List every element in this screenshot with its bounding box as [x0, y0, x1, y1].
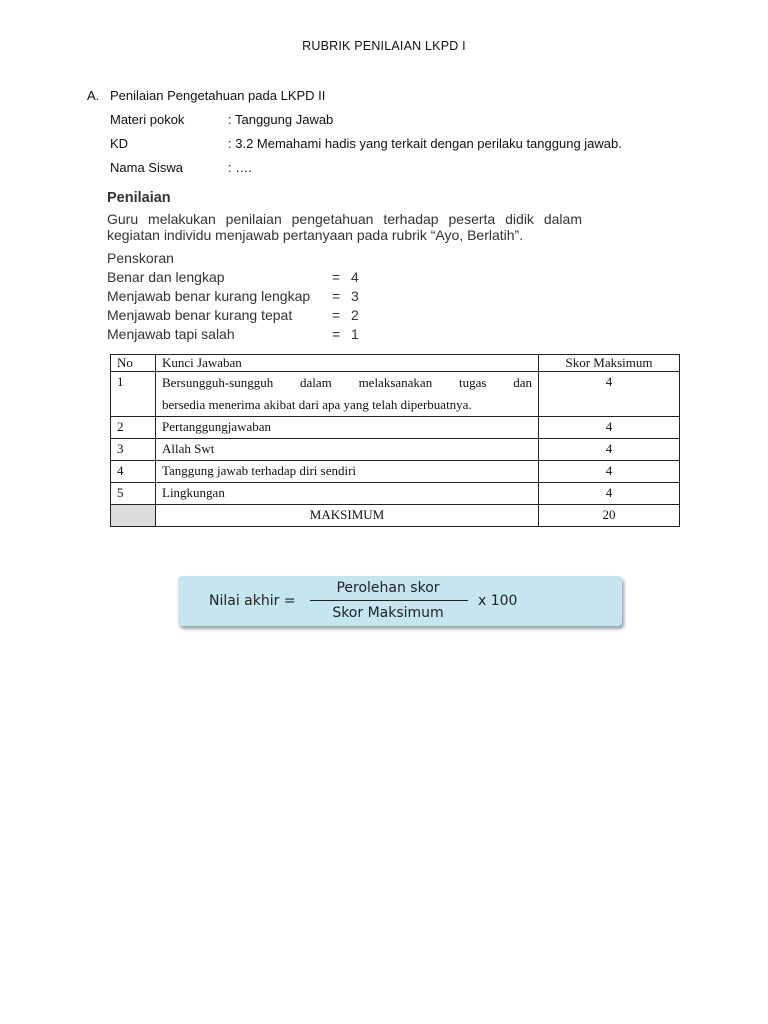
header-skor-maksimum: Skor Maksimum [539, 355, 680, 372]
meta-label: Nama Siswa [110, 160, 183, 175]
penskoran-heading: Penskoran [107, 250, 174, 266]
table-header-row [111, 355, 680, 372]
cell-kunci: Lingkungan [156, 483, 539, 505]
score-equals: = [332, 269, 341, 285]
table-total-row [111, 505, 680, 527]
cell-skor: 4 [539, 439, 680, 461]
score-equals: = [332, 288, 341, 304]
score-equals: = [332, 326, 341, 342]
formula-multiplier: x 100 [478, 593, 518, 609]
table-row [111, 439, 680, 461]
cell-skor: 4 [539, 417, 680, 439]
header-kunci-jawaban: Kunci Jawaban [156, 355, 539, 372]
score-criterion: Menjawab benar kurang lengkap [107, 288, 311, 304]
meta-row-materi [110, 112, 710, 127]
formula-lhs: Nilai akhir = [209, 593, 296, 609]
penilaian-description [107, 211, 582, 243]
section-heading: Penilaian Pengetahuan pada LKPD II [110, 88, 326, 103]
cell-kunci: Allah Swt [156, 439, 539, 461]
cell-kunci-line: bersedia menerima akibat dari apa yang telah diperbuatnya. [162, 397, 472, 412]
penilaian-line: kegiatan individu menjawab pertanyaan pada rubrik “Ayo, Berlatih”. [107, 227, 524, 243]
cell-kunci-line: Bersungguh-sungguh dalam melaksanakan tugas dan [162, 375, 532, 390]
cell-kunci: Pertanggungjawaban [156, 417, 539, 439]
score-points: 3 [351, 288, 359, 304]
header-no: No [111, 355, 156, 372]
rubric-table [110, 354, 680, 527]
meta-value: : …. [228, 160, 252, 175]
cell-skor: 4 [539, 372, 680, 417]
table-row [111, 372, 680, 417]
cell-no: 5 [111, 483, 156, 505]
formula-denominator: Skor Maksimum [332, 605, 444, 621]
penilaian-line: Guru melakukan penilaian pengetahuan terhadap peserta didik dalam [107, 211, 582, 227]
table-row [111, 417, 680, 439]
cell-total-blank [111, 505, 156, 527]
meta-row-nama [110, 160, 710, 175]
table-row [111, 461, 680, 483]
score-criterion: Menjawab tapi salah [107, 326, 235, 342]
document-title: RUBRIK PENILAIAN LKPD I [302, 39, 466, 53]
meta-label: KD [110, 136, 129, 151]
cell-no: 1 [111, 372, 156, 417]
cell-no: 2 [111, 417, 156, 439]
cell-skor: 4 [539, 461, 680, 483]
cell-total-value: 20 [539, 505, 680, 527]
penilaian-title: Penilaian [107, 190, 171, 206]
cell-no: 4 [111, 461, 156, 483]
cell-no: 3 [111, 439, 156, 461]
table-row [111, 483, 680, 505]
meta-row-kd [110, 136, 710, 151]
score-points: 1 [351, 326, 359, 342]
meta-label: Materi pokok [110, 112, 185, 127]
final-score-formula [178, 576, 622, 626]
score-criterion: Benar dan lengkap [107, 269, 225, 285]
score-equals: = [332, 307, 341, 323]
section-letter: A. [87, 88, 100, 103]
score-points: 4 [351, 269, 359, 285]
score-points: 2 [351, 307, 359, 323]
cell-kunci [156, 372, 539, 417]
meta-value: : Tanggung Jawab [228, 112, 334, 127]
cell-kunci: Tanggung jawab terhadap diri sendiri [156, 461, 539, 483]
meta-value: : 3.2 Memahami hadis yang terkait dengan perilaku tanggung jawab. [228, 136, 622, 151]
formula-fraction-bar [310, 600, 468, 601]
cell-total-label: MAKSIMUM [156, 505, 539, 527]
score-criterion: Menjawab benar kurang tepat [107, 307, 293, 323]
formula-numerator: Perolehan skor [336, 580, 440, 596]
cell-skor: 4 [539, 483, 680, 505]
